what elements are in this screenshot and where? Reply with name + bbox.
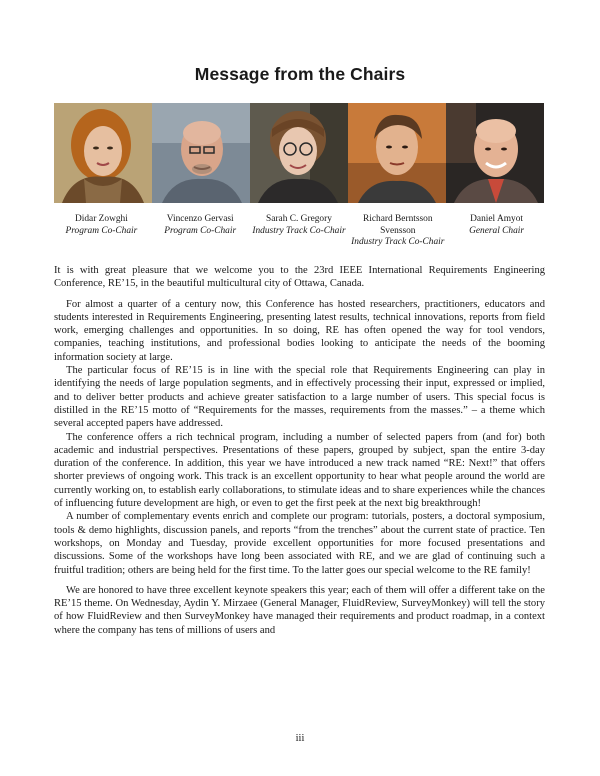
chair-caption bbox=[52, 214, 151, 249]
chair-caption bbox=[348, 214, 447, 249]
paragraph: We are honored to have three excellent keynote speakers this year; each of them will offer a different take on the RE’15 theme. On Wednesday, Aydin Y. Mirzaee (General Manager, FluidReview, SurveyMonkey) will tell the story of how FluidReview and then SurveyMonkey have managed their requirements and product roadmap, in a context where the company has tens of millions of users and bbox=[54, 584, 545, 636]
chair-photo-5 bbox=[446, 103, 544, 203]
chair-caption bbox=[250, 214, 349, 249]
chair-photo-4 bbox=[348, 103, 446, 203]
chair-role: Industry Track Co-Chair bbox=[252, 225, 346, 236]
paragraph: It is with great pleasure that we welcome you to the 23rd IEEE International Requirements Engineering Conference, RE’15, in the beautiful multicultural city of Ottawa, Canada. bbox=[54, 265, 545, 290]
page-title: Message from the Chairs bbox=[194, 64, 406, 84]
chair-name: Vincenzo Gervasi bbox=[166, 214, 234, 224]
paragraph: A number of complementary events enrich and complete our program: tutorials, posters, a doctoral symposium, tools & demo highlights, discussion panels, and reports “from the trenches” about the current state of practice. Ten workshops, on Monday and Tuesday, provide excellent opportunities for more focused presentations and discussions. Some of the workshops have long been associated with RE, and we are glad of continuing such a fruitful tradition; others are being held for the first time. To the latter goes our special welcome to the RE family! bbox=[54, 511, 545, 576]
chair-caption bbox=[447, 214, 546, 249]
chair-photo-3 bbox=[250, 103, 348, 203]
paragraph: For almost a quarter of a century now, this Conference has hosted researchers, practitioners, educators and students interested in Requirements Engineering, presenting latest results, technical innovations, reports from field work, emerging challenges and opportunities. In so doing, RE has often opened the way for tool vendors, companies, teaching institutions, and professional bodies looking to anticipate the needs of the booming information society at large. bbox=[54, 298, 545, 363]
chair-name: Daniel Amyot bbox=[470, 214, 524, 224]
page-number: iii bbox=[295, 733, 305, 744]
chair-role: Program Co-Chair bbox=[164, 225, 237, 236]
chair-caption bbox=[151, 214, 250, 249]
message-body bbox=[54, 264, 545, 637]
chair-role: General Chair bbox=[469, 225, 525, 236]
chair-photo-2 bbox=[152, 103, 250, 203]
chair-name: Didar Zowghi bbox=[74, 214, 128, 224]
paragraph: The conference offers a rich technical program, including a number of selected papers from (and for) both academic and industrial perspectives. Presentations of these papers, grouped by subject, span the entire 3-day duration of the conference. In addition, this year we have introduced a new track named “RE: Next!” that offers shorter previews of ongoing work. This track is an excellent opportunity to hear what people around the world are currently working on, to establish early collaborations, to stimulate ideas and to share experiences while the chances of influencing future development are high, or even to get the first peek at the next big breakthrough! bbox=[54, 431, 545, 510]
chair-photos bbox=[54, 103, 544, 203]
chair-role: Industry Track Co-Chair bbox=[351, 237, 445, 247]
chair-name: Sarah C. Gregory bbox=[266, 214, 332, 224]
chair-photo-1 bbox=[54, 103, 152, 203]
chair-captions bbox=[52, 214, 546, 249]
chair-name: Richard Berntsson Svensson bbox=[363, 214, 433, 236]
paragraph: The particular focus of RE’15 is in line with the special role that Requirements Engineering can play in identifying the needs of large population segments, and in effectively processing their input, expressed or implied, and to deliver better products and achieve greater satisfaction to a large number of users. This special focus is distilled in the RE’15 motto of “Requirements for the masses, requirements from the masses.” – a theme which several accepted papers have addressed. bbox=[54, 365, 545, 430]
chair-role: Program Co-Chair bbox=[65, 225, 138, 236]
